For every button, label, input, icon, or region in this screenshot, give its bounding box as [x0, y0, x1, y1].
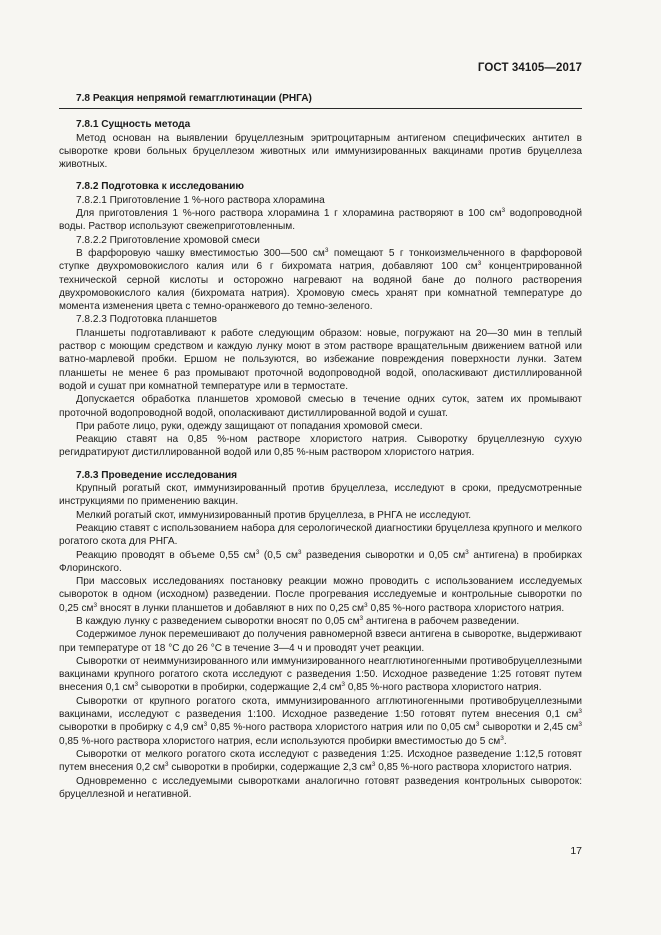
subsection-7-8-2-1-title: 7.8.2.1 Приготовление 1 %-ного раствора хлорамина — [76, 194, 325, 206]
section-divider — [59, 108, 582, 109]
paragraph: Реакцию ставят на 0,85 %-ном растворе хлористого натрия. Сыворотку бруцеллезную сухую регидратируют дистиллированной водой или 0,85 %-ным раствором хлористого натрия. — [59, 434, 582, 459]
superscript: 3 — [203, 721, 208, 729]
subsection-7-8-2-3-title: 7.8.2.3 Подготовка планшетов — [76, 314, 218, 326]
superscript: 3 — [500, 734, 504, 742]
paragraph: Содержимое лунок перемешивают до получения равномерной взвеси антигена в сыворотке, выдерживают при температуре от 18 °С до 26 °С в течение 3—4 ч и проводят учет реакции. — [59, 629, 582, 654]
paragraph: Реакцию ставят с использованием набора для серологической диагностики бруцеллеза крупного и мелкого рогатого скота для РНГА. — [59, 522, 582, 548]
superscript: 3 — [371, 761, 376, 769]
superscript: 3 — [364, 601, 368, 609]
paragraph: Сыворотки от крупного рогатого скота, иммунизированного агглютиногенными противобруцеллезными вакцинами, исследуют с разведения 1:100. Исходное разведение 1:50 готовят путем внесения 0,1 $см^3$ сыворотки в пробирку с 4,9 $см^3$ 0,85 %-ного раствора хлористого натрия или по 0,05 $см^3$ сыворотки и 2,45 $см^3$ 0,85 %-ного раствора хлористого натрия, если используются пробирки вместимостью до 5 $см^3$. — [59, 695, 582, 747]
paragraph: Планшеты подготавливают к работе следующим образом: новые, погружают на 20—30 мин в теплый раствор с моющим средством и каждую лунку моют в этом растворе вращательным движением ватной или ватно-марлевой пробки. Ершом не пользуются, во избежание повреждения поверхности лунки. Затем планшеты не менее 6 раз промывают проточной водопроводной водой, ополаскивают дистиллированной водой и сушат при комнатной температуре или в термостате. — [59, 327, 582, 392]
superscript: 3 — [93, 601, 98, 609]
section-7-8-3-title: 7.8.3 Проведение исследования — [76, 469, 238, 481]
superscript: 3 — [578, 708, 582, 716]
superscript: 3 — [578, 721, 582, 729]
section-7-8-1-title: 7.8.1 Сущность метода — [76, 119, 191, 131]
superscript: 3 — [164, 761, 169, 769]
page-number: 17 — [570, 845, 582, 857]
superscript: 3 — [501, 207, 506, 215]
paragraph: В каждую лунку с разведением сыворотки вносят по 0,05 $см^3$ антигена в рабочем разведении. — [76, 614, 520, 627]
superscript: 3 — [477, 260, 482, 268]
paragraph: Допускается обработка планшетов хромовой смесью в течение одних суток, затем их промывают проточной водопроводной водой, ополаскивают дистиллированной водой и сушат. — [59, 394, 582, 419]
superscript: 3 — [359, 614, 364, 622]
section-7-8-title: 7.8 Реакция непрямой гемагглютинации (РНГА) — [76, 93, 312, 104]
paragraph: Одновременно с исследуемыми сыворотками аналогично готовят разведения контрольных сывороток: бруцеллезной и негативной. — [59, 775, 582, 800]
superscript: 3 — [134, 681, 139, 689]
superscript: 3 — [255, 548, 260, 556]
paragraph: В фарфоровую чашку вместимостью 300—500 $см^3$ помещают 5 г тонкоизмельченного в фарфоровой ступке двухромовокислого калия или 6 г бихромата натрия, добавляют 100 $см^3$ концентрированной технической серной кислоты и осторожно нагревают на водяной бане до полного растворения двухромовокислого калия (бихромата натрия). Хромовую смесь хранят при комнатной температуре до момента изменения цвета с темно-оранжевого до темно-зеленого. — [59, 246, 582, 313]
superscript: 3 — [465, 548, 469, 556]
superscript: 3 — [475, 721, 480, 729]
paragraph: Крупный рогатый скот, иммунизированный против бруцеллеза, исследуют в сроки, предусмотренные инструкциями по применению вакцин. — [59, 483, 582, 508]
paragraph: Мелкий рогатый скот, иммунизированный против бруцеллеза, в РНГА не исследуют. — [76, 509, 472, 521]
paragraph: Для приготовления 1 %-ного раствора хлорамина 1 г хлорамина растворяют в 100 $см^3$ водопроводной воды. Раствор используют свежеприготовленным. — [59, 207, 583, 233]
document-code: ГОСТ 34105—2017 — [477, 62, 582, 74]
superscript: 3 — [324, 246, 329, 254]
paragraph: При работе лицо, руки, одежду защищают от попадания хромовой смеси. — [76, 420, 423, 432]
paragraph: Сыворотки от мелкого рогатого скота исследуют с разведения 1:25. Исходное разведение 1:12,5 готовят путем внесения 0,2 $см^3$ сыворотки в пробирки, содержащие 2,3 $см^3$ 0,85 %-ного раствора хлористого натрия. — [59, 748, 582, 774]
paragraph: Метод основан на выявлении бруцеллезным эритроцитарным антигеном специфических антител в сыворотке крови больных бруцеллезом животных или иммунизированных вакцинами против бруцеллеза животных. — [59, 132, 582, 171]
page-content — [59, 92, 582, 801]
paragraph: Реакцию проводят в объеме 0,55 $см^3$ (0,5 $см^3$ разведения сыворотки и 0,05 $см^3$ антигена) в пробирках Флоринского. — [59, 548, 582, 574]
superscript: 3 — [297, 548, 302, 556]
superscript: 3 — [341, 681, 346, 689]
section-7-8-2-title: 7.8.2 Подготовка к исследованию — [76, 181, 244, 193]
paragraph: Сыворотки от неиммунизированного или иммунизированного неагглютиногенными противобруцеллезными вакцинами крупного рогатого скота исследуют с разведения 1:50. Исходное разведение 1:25 готовят путем внесения 0,1 $см^3$ сыворотки в пробирки, содержащие 2,4 $см^3$ 0,85 %-ного раствора хлористого натрия. — [59, 655, 582, 694]
subsection-7-8-2-2-title: 7.8.2.2 Приготовление хромовой смеси — [76, 234, 260, 246]
paragraph: При массовых исследованиях постановку реакции можно проводить с использованием исследуемых сывороток в одном (исходном) разведении. После прогревания исследуемые и контрольные сыворотки по 0,25 $см^3$ вносят в лунки планшетов и добавляют в них по 0,25 $см^3$ 0,85 %-ного раствора хлористого натрия. — [59, 576, 582, 614]
